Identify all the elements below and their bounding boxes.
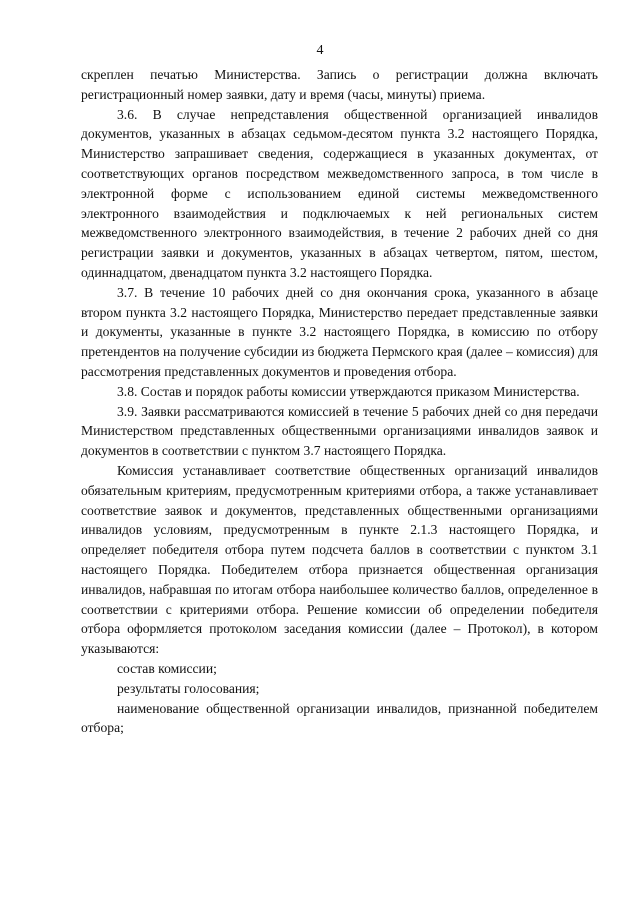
- paragraph-3-9: 3.9. Заявки рассматриваются комиссией в течение 5 рабочих дней со дня передачи Министерством представленных общественными организациями инвалидов заявок и документов в соответствии с пунктом 3.7 настоящего Порядка.: [81, 403, 598, 459]
- document-body: [81, 65, 598, 738]
- list-item-commission-composition: состав комиссии;: [117, 660, 217, 676]
- list-item-voting-results: результаты голосования;: [117, 680, 260, 696]
- paragraph-continuation: скреплен печатью Министерства. Запись о регистрации должна включать регистрационный номер заявки, дату и время (часы, минуты) приема.: [81, 67, 598, 102]
- page-number: 4: [316, 43, 324, 58]
- paragraph-3-7: 3.7. В течение 10 рабочих дней со дня окончания срока, указанного в абзаце втором пункта 3.2 настоящего Порядка, Министерство передает представленные заявки и документы, указанные в пункте 3.2 настоящего Порядка, в комиссию по отбору претендентов на получение субсидии из бюджета Пермского края (далее – комиссия) для рассмотрения представленных документов и проведения отбора.: [81, 284, 598, 379]
- list-item-winner-name: наименование общественной организации инвалидов, признанной победителем отбора;: [81, 700, 598, 736]
- paragraph-3-8: 3.8. Состав и порядок работы комиссии утверждаются приказом Министерства.: [117, 383, 580, 399]
- paragraph-3-6: 3.6. В случае непредставления общественной организацией инвалидов документов, указанных в абзацах седьмом-десятом пункта 3.2 настоящего Порядка, Министерство запрашивает сведения, содержащиеся в указанных документах, от соответствующих органов посредством межведомственного запроса, в том числе в электронной форме с использованием единой системы межведомственного электронного взаимодействия и подключаемых к ней региональных систем межведомственного электронного взаимодействия, в течение 2 рабочих дней со дня регистрации заявки и документов, указанных в абзацах четвертом, пятом, шестом, одиннадцатом, двенадцатом пункта 3.2 настоящего Порядка.: [81, 106, 598, 280]
- paragraph-commission: Комиссия устанавливает соответствие общественных организаций инвалидов обязательным критериям, предусмотренным критериями отбора, а также устанавливает соответствие заявок и документов, представленных общественными организациями инвалидов условиям, предусмотренным в пункте 2.1.3 настоящего Порядка, и определяет победителя отбора путем подсчета баллов в соответствии с пунктом 3.1 настоящего Порядка. Победителем отбора признается общественная организация инвалидов, набравшая по итогам отбора наибольшее количество баллов, определенное в соответствии с критериями отбора. Решение комиссии об определении победителя отбора оформляется протоколом заседания комиссии (далее – Протокол), в котором указываются:: [81, 462, 598, 657]
